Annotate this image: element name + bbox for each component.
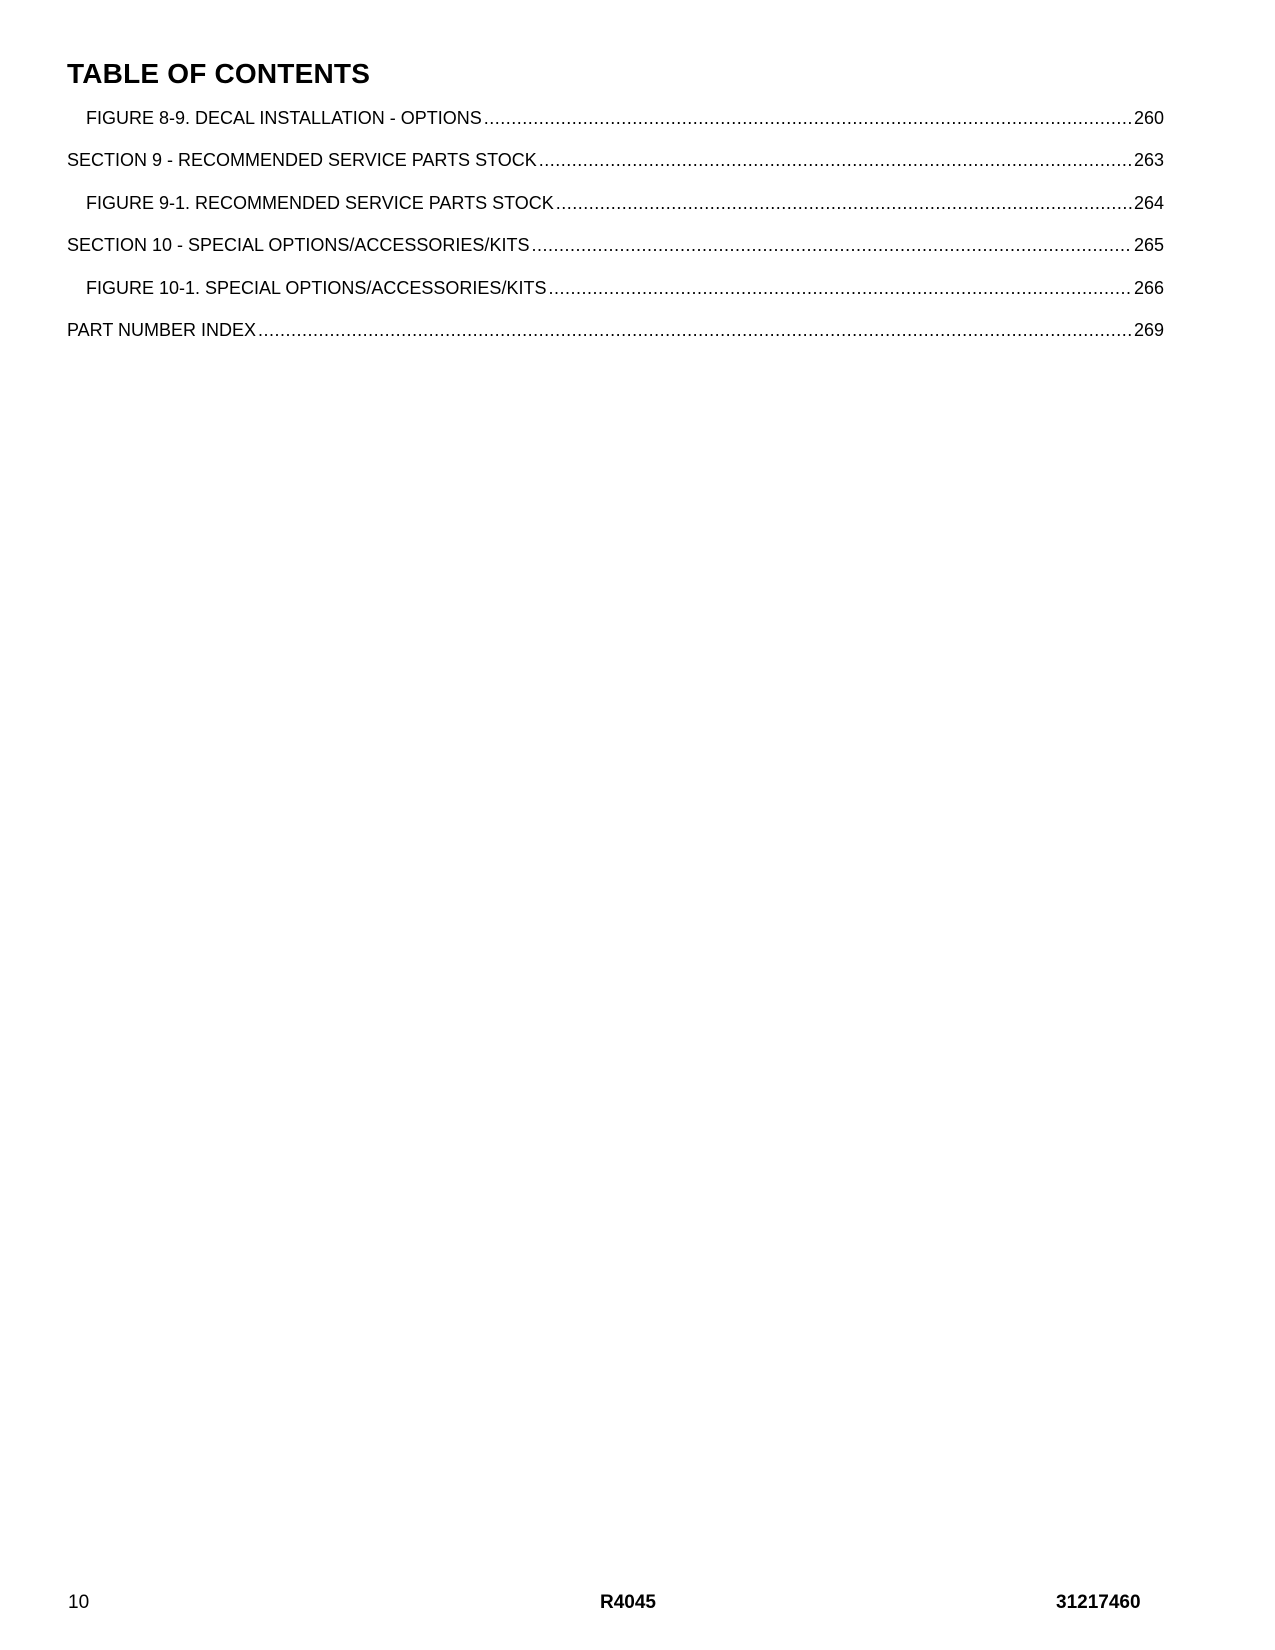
toc-dot-leader	[484, 108, 1132, 129]
toc-entry-page: 264	[1133, 192, 1164, 213]
toc-entry-page: 263	[1133, 150, 1164, 171]
toc-entry[interactable]	[67, 150, 1164, 192]
toc-entry-page: 260	[1133, 108, 1164, 128]
toc-entry-label: SECTION 9 - RECOMMENDED SERVICE PARTS STOCK	[67, 150, 537, 171]
toc-entry[interactable]	[67, 108, 1164, 150]
toc-entry-page: 265	[1133, 235, 1164, 256]
toc-entry-label: FIGURE 8-9. DECAL INSTALLATION - OPTIONS	[86, 108, 482, 128]
toc-entry[interactable]	[67, 235, 1164, 277]
toc-entry-label: FIGURE 9-1. RECOMMENDED SERVICE PARTS STOCK	[86, 192, 554, 213]
footer-document-number: 31217460	[1056, 1592, 1141, 1613]
toc-dot-leader	[531, 235, 1132, 256]
toc-dot-leader	[548, 278, 1132, 299]
toc-entry-page: 266	[1133, 277, 1164, 298]
table-of-contents	[67, 108, 1164, 362]
footer-page-number: 10	[68, 1592, 90, 1613]
toc-dot-leader	[539, 150, 1132, 171]
toc-entry[interactable]	[67, 278, 1164, 320]
toc-entry-label: FIGURE 10-1. SPECIAL OPTIONS/ACCESSORIES/KITS	[86, 277, 547, 298]
toc-entry[interactable]	[67, 320, 1164, 362]
page-title: TABLE OF CONTENTS	[67, 58, 371, 89]
toc-dot-leader	[556, 193, 1132, 214]
toc-dot-leader	[258, 320, 1132, 341]
toc-entry-label: SECTION 10 - SPECIAL OPTIONS/ACCESSORIES/KITS	[67, 235, 530, 256]
footer-model: R4045	[600, 1592, 656, 1613]
toc-entry-label: PART NUMBER INDEX	[67, 319, 257, 340]
toc-entry[interactable]	[67, 193, 1164, 235]
toc-entry-page: 269	[1133, 319, 1164, 340]
